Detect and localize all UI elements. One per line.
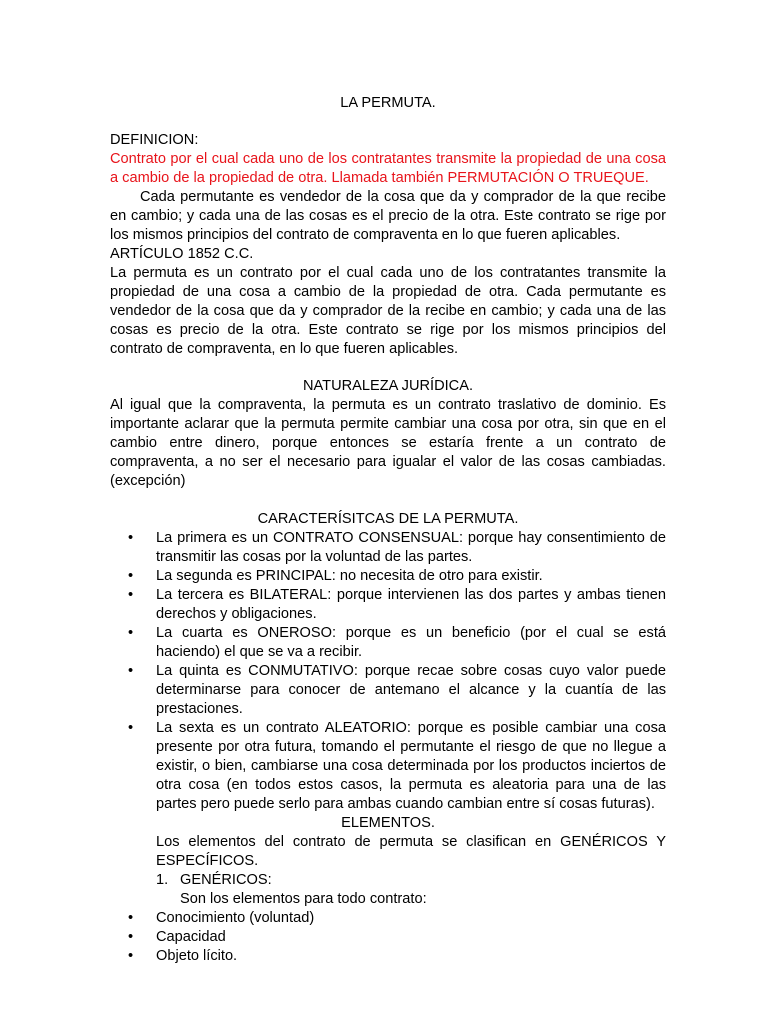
naturaleza-text: Al igual que la compraventa, la permuta es un contrato traslativo de dominio. Es importante aclarar que la permuta permite cambiar una cosa por otra, sin que en el cambio entre dinero, porque entonces se estaría frente a un contrato de compraventa, a no ser el necesario para igualar el valor de las cosas cambiadas. (excepción) [110, 397, 666, 489]
definicion-heading: DEFINICION: [110, 132, 199, 148]
list-item: • La tercera es BILATERAL: porque intervienen las dos partes y ambas tienen derechos y obligaciones. [128, 587, 666, 622]
bullet-icon: • [128, 625, 134, 641]
bullet-icon: • [128, 530, 134, 546]
genericos-number: 1. [156, 872, 169, 888]
bullet-icon: • [128, 910, 134, 926]
paragraph-permutante: Cada permutante es vendedor de la cosa que da y comprador de la que recibe en cambio; y cada una de las cosas es el precio de la otra. Este contrato se rige por los mismos principios del contrato de compraventa en lo que fueren aplicables. [110, 189, 666, 243]
elementos-text: Los elementos del contrato de permuta se clasifican en GENÉRICOS Y ESPECÍFICOS. [156, 834, 666, 869]
definicion-text: Contrato por el cual cada uno de los contratantes transmite la propiedad de una cosa a cambio de la propiedad de otra. Llamada también PERMUTACIÓN O TRUEQUE. [110, 151, 666, 186]
bullet-icon: • [128, 929, 134, 945]
bullet-icon: • [128, 948, 134, 964]
naturaleza-heading: NATURALEZA JURÍDICA. [302, 378, 473, 394]
articulo-heading: ARTÍCULO 1852 C.C. [110, 246, 254, 262]
list-item: • La quinta es CONMUTATIVO: porque recae sobre cosas cuyo valor puede determinarse para conocer de antemano el alcance y la cuantía de las prestaciones. [128, 663, 666, 717]
bullet-icon: • [128, 663, 134, 679]
articulo-text: La permuta es un contrato por el cual cada uno de los contratantes transmite la propiedad de una cosa a cambio de la propiedad de otra. Cada permutante es vendedor de la cosa que da y comprador de la recibe en cambio; y cada una de las cosas es precio de la otra. Este contrato se rige por los mismos principios del contrato de compraventa, en lo que fueren aplicables. [110, 265, 666, 357]
list-item: • La sexta es un contrato ALEATORIO: porque es posible cambiar una cosa presente por otra futura, tomando el permutante el riesgo de que no llegue a existir, o bien, cambiarse una cosa determinada por los productos inciertos de otra cosa (en todos estos casos, la permuta es aleatoria para una de las partes pero puede serlo para ambas cuando cambian entre sí cosas futuras). [128, 720, 666, 812]
list-item: • La primera es un CONTRATO CONSENSUAL: porque hay consentimiento de transmitir las cosas por la voluntad de las partes. [128, 530, 666, 565]
bullet-icon: • [128, 568, 134, 584]
caracteristicas-list [110, 529, 666, 814]
list-item: • Capacidad [128, 929, 226, 945]
genericos-text: Son los elementos para todo contrato: [180, 891, 427, 907]
caracteristicas-heading: CARACTERÍSITCAS DE LA PERMUTA. [257, 511, 519, 527]
bullet-icon: • [128, 587, 134, 603]
genericos-heading: GENÉRICOS: [180, 872, 272, 888]
list-item: • Conocimiento (voluntad) [128, 910, 315, 926]
bullet-icon: • [128, 720, 134, 736]
document-title: LA PERMUTA. [340, 95, 436, 111]
elementos-heading: ELEMENTOS. [341, 815, 435, 831]
list-item: • Objeto lícito. [128, 948, 238, 964]
genericos-heading-row [110, 871, 666, 890]
genericos-list [110, 909, 666, 966]
list-item: • La cuarta es ONEROSO: porque es un beneficio (por el cual se está haciendo) el que se va a recibir. [128, 625, 666, 660]
list-item: • La segunda es PRINCIPAL: no necesita de otro para existir. [128, 568, 543, 584]
